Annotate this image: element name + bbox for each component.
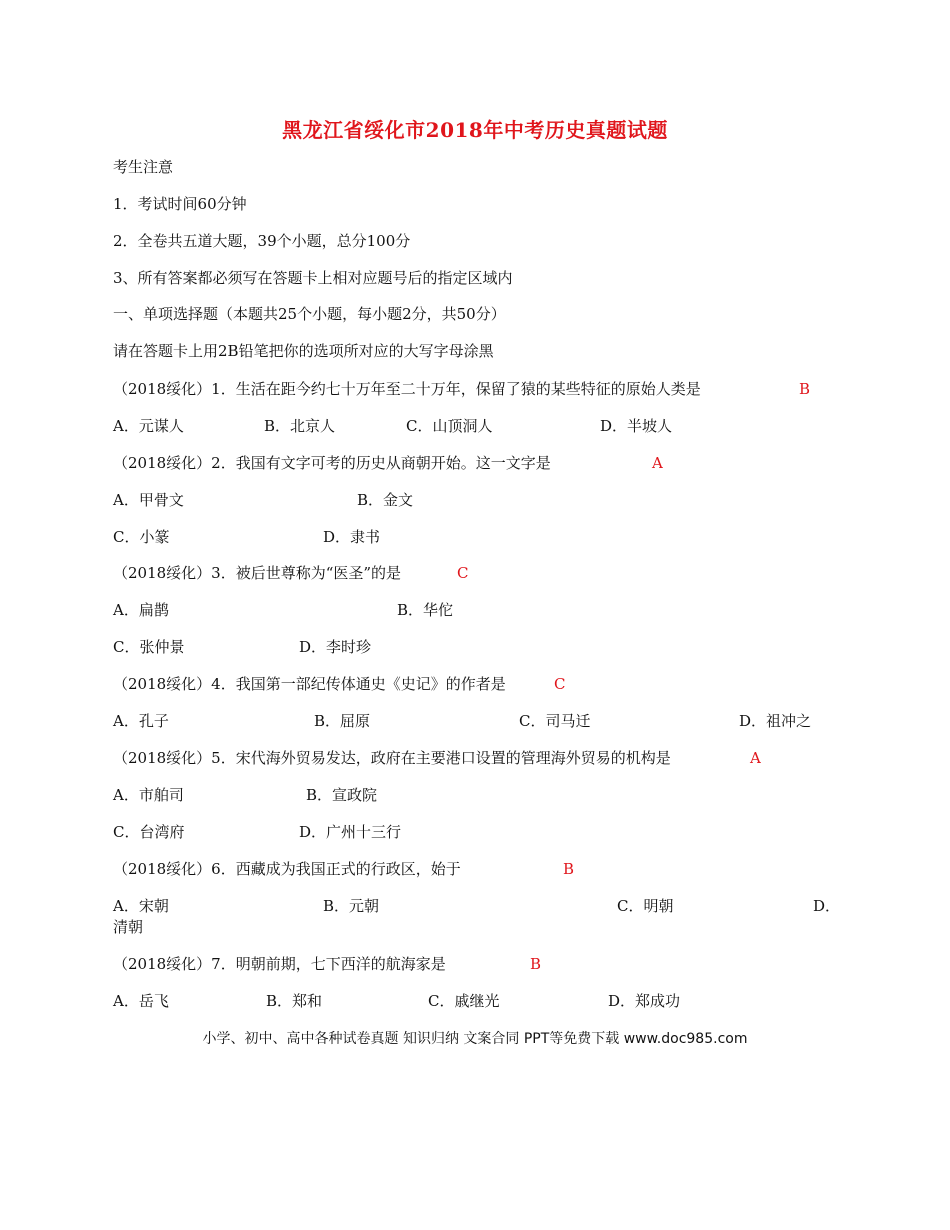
question-stem: （2018绥化）5．宋代海外贸易发达，政府在主要港口设置的管理海外贸易的机构是 xyxy=(113,749,671,767)
option: C．小篆 xyxy=(113,528,170,546)
option: A．甲骨文 xyxy=(113,491,184,509)
option: B．元朝 xyxy=(323,897,380,915)
option: B．屈原 xyxy=(314,712,371,730)
footer-link-text[interactable]: 小学、初中、高中各种试卷真题 知识归纳 文案合同 PPT等免费下载 www.doc985.com xyxy=(202,1031,748,1047)
option: B．宣政院 xyxy=(306,786,378,804)
section-heading: 一、单项选择题（本题共25个小题，每小题2分，共50分） xyxy=(113,305,506,323)
option: D．李时珍 xyxy=(299,638,372,656)
option: D．祖冲之 xyxy=(739,712,812,730)
option: 清朝 xyxy=(113,918,144,936)
option: B．郑和 xyxy=(266,992,323,1010)
answer-key: A xyxy=(652,454,663,472)
option: C．张仲景 xyxy=(113,638,185,656)
notice-item: 3、所有答案都必须写在答题卡上相对应题号后的指定区域内 xyxy=(113,269,513,287)
question-stem: （2018绥化）6．西藏成为我国正式的行政区，始于 xyxy=(113,860,461,878)
option: C．明朝 xyxy=(617,897,674,915)
notice-item: 1．考试时间60分钟 xyxy=(113,195,247,213)
question-stem: （2018绥化）2．我国有文字可考的历史从商朝开始。这一文字是 xyxy=(113,454,551,472)
question-stem: （2018绥化）4．我国第一部纪传体通史《史记》的作者是 xyxy=(113,675,506,693)
answer-key: B xyxy=(563,860,575,878)
exam-title: 黑龙江省绥化市2018年中考历史真题试题 xyxy=(282,118,668,142)
option: A．扁鹊 xyxy=(113,601,169,619)
option: B．华佗 xyxy=(397,601,454,619)
notice-item: 2．全卷共五道大题，39个小题，总分100分 xyxy=(113,232,411,250)
option: D． xyxy=(813,897,841,915)
answer-key: C xyxy=(554,675,566,693)
answer-key: C xyxy=(457,564,469,582)
option: A．岳飞 xyxy=(113,992,169,1010)
notice-heading: 考生注意 xyxy=(113,158,174,176)
question-stem: （2018绥化）3．被后世尊称为“医圣”的是 xyxy=(113,564,402,582)
option: C．山顶洞人 xyxy=(406,417,493,435)
option: D．隶书 xyxy=(323,528,381,546)
option: D．郑成功 xyxy=(608,992,681,1010)
option: C．戚继光 xyxy=(428,992,500,1010)
option: B．北京人 xyxy=(264,417,336,435)
question-stem: （2018绥化）1．生活在距今约七十万年至二十万年，保留了猿的某些特征的原始人类是 xyxy=(113,380,701,398)
option: A．孔子 xyxy=(113,712,169,730)
section-instruction: 请在答题卡上用2B铅笔把你的选项所对应的大写字母涂黑 xyxy=(113,342,494,360)
option: C．司马迁 xyxy=(519,712,591,730)
option: C．台湾府 xyxy=(113,823,185,841)
option: D．半坡人 xyxy=(600,417,673,435)
option: D．广州十三行 xyxy=(299,823,402,841)
question-stem: （2018绥化）7．明朝前期，七下西洋的航海家是 xyxy=(113,955,446,973)
option: A．市舶司 xyxy=(113,786,184,804)
option: A．元谋人 xyxy=(113,417,184,435)
option: A．宋朝 xyxy=(113,897,169,915)
option: B．金文 xyxy=(357,491,414,509)
answer-key: A xyxy=(750,749,761,767)
answer-key: B xyxy=(799,380,811,398)
answer-key: B xyxy=(530,955,542,973)
